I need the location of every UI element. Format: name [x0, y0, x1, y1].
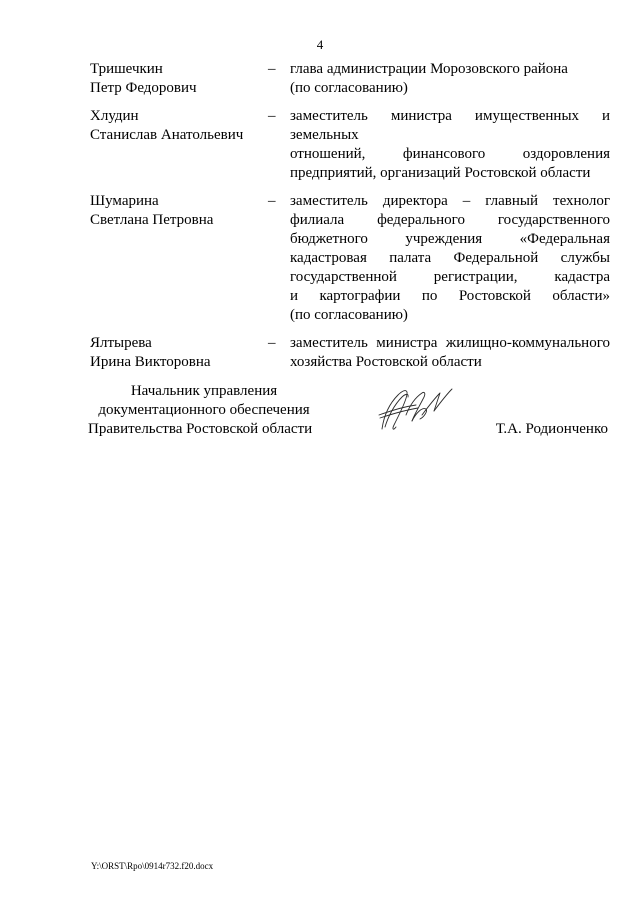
member-given-name: Ирина Викторовна: [90, 354, 211, 370]
role-line: (по согласованию): [290, 307, 408, 323]
member-role: [290, 60, 610, 98]
member-surname: Тришечкин: [90, 61, 163, 77]
role-line: филиала федерального государственного: [290, 212, 610, 228]
signatory-title-line: Начальник управления: [130, 383, 278, 399]
members-list: [90, 60, 610, 381]
file-path: Y:\ORST\Rpo\0914r732.f20.docx: [91, 861, 214, 871]
member-name: [90, 334, 268, 372]
handwritten-signature: [376, 385, 456, 435]
member-name: [90, 192, 268, 325]
role-line: государственной регистрации, кадастра: [290, 269, 610, 285]
signatory-title-line: документационного обеспечения: [98, 402, 310, 418]
signer-name: Т.А. Родионченко: [495, 421, 608, 437]
member-dash: –: [268, 335, 276, 351]
page-number: 4: [316, 37, 324, 52]
member-dash: –: [268, 108, 276, 124]
member-entry: [90, 192, 610, 325]
member-name: [90, 60, 268, 98]
member-surname: Шумарина: [90, 193, 159, 209]
member-role: [290, 107, 610, 183]
member-given-name: Петр Федорович: [90, 80, 197, 96]
member-entry: [90, 60, 610, 98]
member-given-name: Станислав Анатольевич: [90, 127, 244, 143]
role-line: и картографии по Ростовской области»: [290, 288, 610, 304]
role-line: кадастровая палата Федеральной службы: [290, 250, 610, 266]
role-line: отношений, финансового оздоровления: [290, 146, 610, 162]
member-dash: –: [268, 193, 276, 209]
member-given-name: Светлана Петровна: [90, 212, 214, 228]
role-line: бюджетного учреждения «Федеральная: [290, 231, 610, 247]
member-name: [90, 107, 268, 183]
member-surname: Хлудин: [90, 108, 139, 124]
member-role: [290, 192, 610, 325]
role-line: (по согласованию): [290, 80, 408, 96]
member-dash: –: [268, 61, 276, 77]
role-line: заместитель министра имущественных и земельных: [290, 108, 610, 143]
role-line: глава администрации Морозовского района: [290, 61, 568, 77]
signatory-title: [88, 382, 320, 439]
signatory-title-line: Правительства Ростовской области: [88, 421, 313, 437]
member-entry: [90, 334, 610, 372]
role-line: предприятий, организаций Ростовской области: [290, 165, 591, 181]
member-surname: Ялтырева: [90, 335, 152, 351]
member-role: [290, 334, 610, 372]
role-line: заместитель министра жилищно-коммунального: [290, 335, 610, 351]
role-line: хозяйства Ростовской области: [290, 354, 482, 370]
signature-block: [88, 382, 608, 452]
member-entry: [90, 107, 610, 183]
role-line: заместитель директора – главный технолог: [290, 193, 610, 209]
